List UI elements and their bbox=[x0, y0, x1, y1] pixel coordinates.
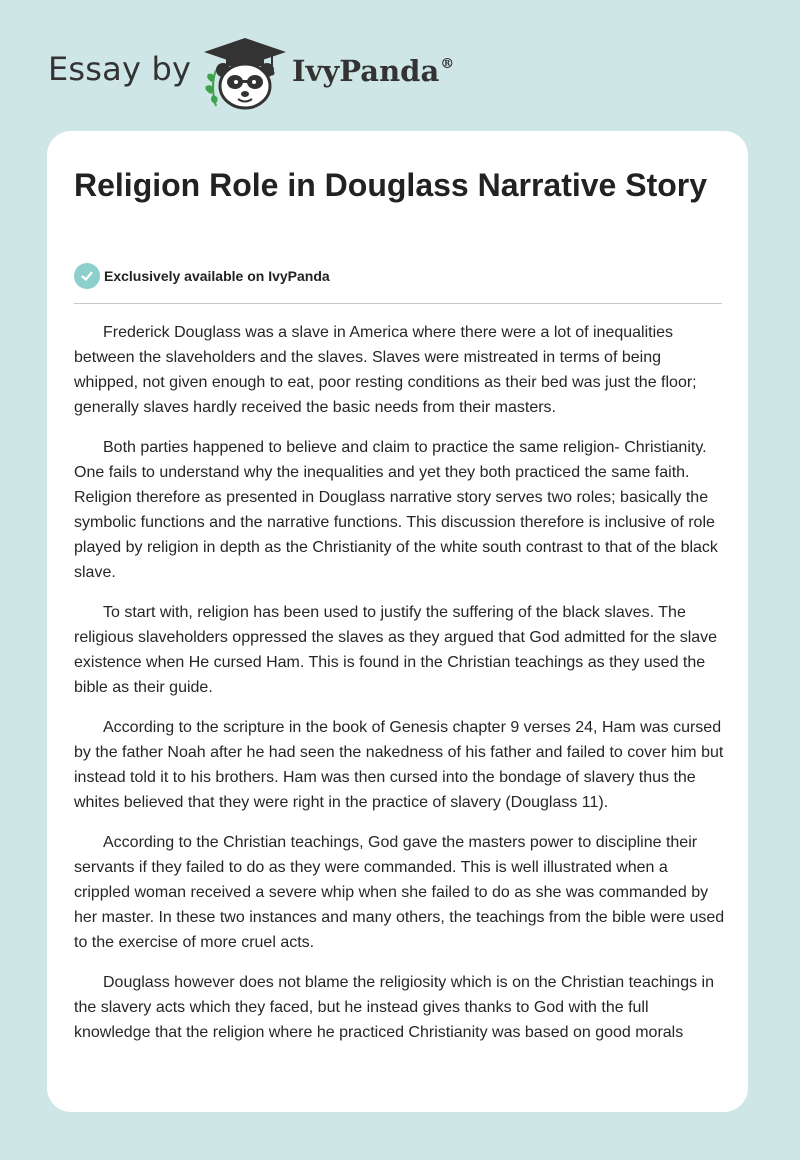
essay-card bbox=[47, 131, 748, 1112]
paragraph: Douglass however does not blame the religiosity which is on the Christian teachings in the slavery acts which they faced, but he instead gives thanks to God with the full knowledge that the religion where he practiced Christianity was based on good morals bbox=[74, 974, 714, 1041]
paragraph: According to the scripture in the book of Genesis chapter 9 verses 24, Ham was cursed by the father Noah after he had seen the nakedness of his father and failed to cover him but instead told it to his brothers. Ham was then cursed into the bondage of slavery thus the whites believed that they were right in the practice of slavery (Douglass 11). bbox=[74, 719, 724, 811]
panda-logo-icon[interactable] bbox=[202, 36, 288, 112]
registered-mark: ® bbox=[440, 56, 455, 72]
paragraph: According to the Christian teachings, God gave the masters power to discipline their servants if they failed to do as they were commanded. This is well illustrated when a crippled woman received a severe whip when she failed to do as she was commanded by her master. In these two instances and many others, the teachings from the bible were used to the exercise of more cruel acts. bbox=[74, 834, 725, 951]
check-circle-icon bbox=[74, 263, 100, 289]
brand-text: IvyPanda bbox=[292, 54, 440, 88]
paragraph: Both parties happened to believe and claim to practice the same religion- Christianity. One fails to understand why the inequalities and yet they both practiced the same faith. Religion therefore as presented in Douglass narrative story serves two roles; basically the symbolic functions and the narrative functions. This discussion therefore is inclusive of role played by religion in depth as the Christianity of the white south contrast to that of the black slave. bbox=[74, 439, 718, 581]
essay-by-label: Essay by bbox=[48, 50, 192, 88]
page-title: Religion Role in Douglass Narrative Story bbox=[74, 167, 708, 203]
divider bbox=[74, 303, 722, 304]
brand-name[interactable] bbox=[292, 54, 454, 88]
essay-body bbox=[74, 320, 726, 1060]
paragraph: To start with, religion has been used to justify the suffering of the black slaves. The religious slaveholders oppressed the slaves as they argued that God admitted for the slave existence when He cursed Ham. This is found in the Christian teachings as they used the bible as their guide. bbox=[74, 604, 718, 696]
site-header bbox=[0, 0, 800, 130]
paragraph: Frederick Douglass was a slave in America where there were a lot of inequalities between the slaveholders and the slaves. Slaves were mistreated in terms of being whipped, not given enough to eat, poor resting conditions as their bed was just the floor; generally slaves hardly received the basic needs from their masters. bbox=[74, 324, 697, 416]
exclusive-badge-label: Exclusively available on IvyPanda bbox=[104, 268, 330, 284]
exclusive-badge bbox=[74, 263, 330, 289]
